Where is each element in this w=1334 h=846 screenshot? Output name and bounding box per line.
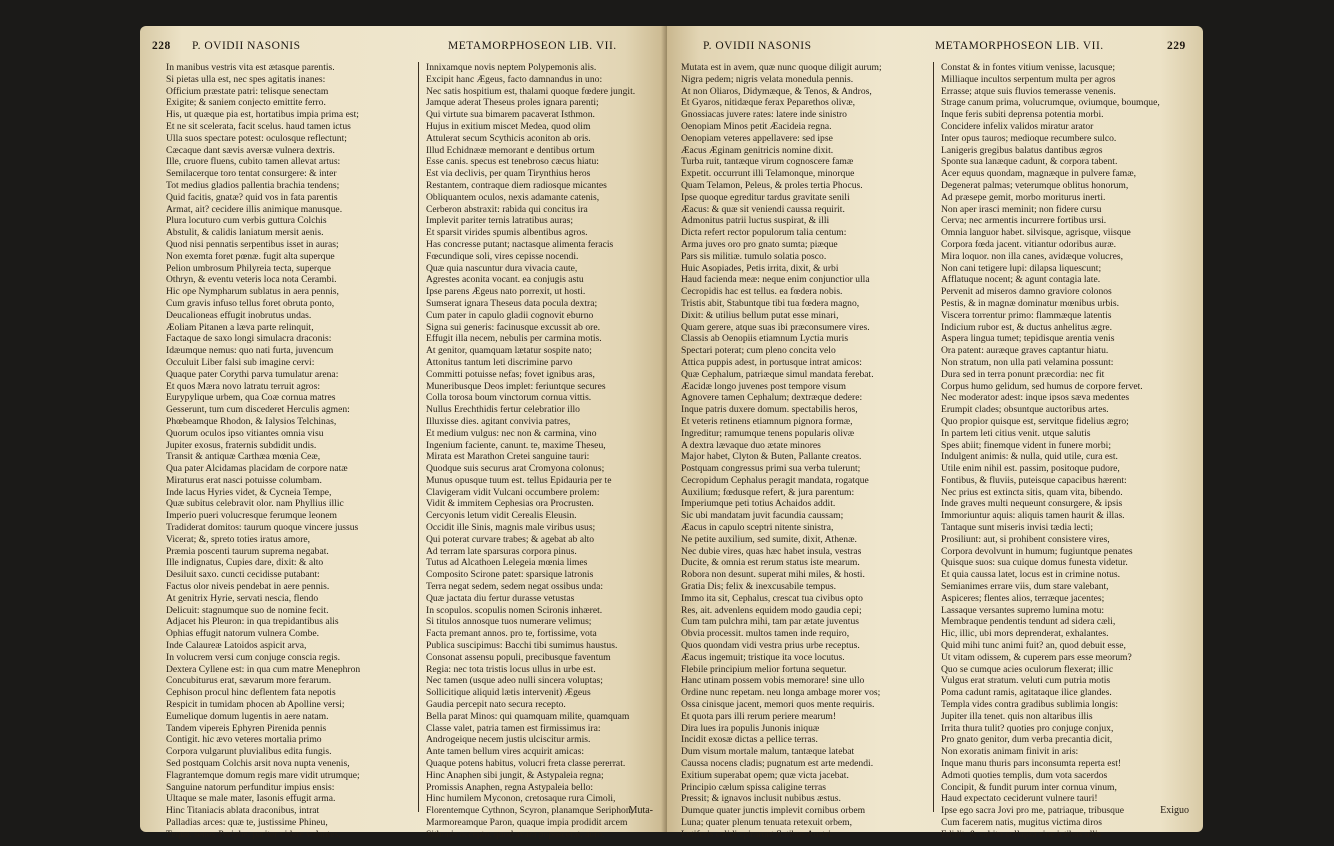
verse-line: Et quia caussa latet, locus est in crimine notus.	[941, 569, 1121, 581]
verse-line: Eumelique domum lugentis in aere natam.	[166, 710, 329, 722]
verse-line: Admonitus patrii luctus suspirat, & illi	[681, 215, 830, 227]
verse-line: Inde graves multi nequeunt consurgere, & ipsis	[941, 498, 1123, 510]
verse-line: Et Gyaros, nitidæque ferax Peparethos olivæ,	[681, 97, 855, 109]
verse-line: Munus opusque tuum est. tellus Epidauria per te	[426, 474, 612, 486]
verse-line: Qui virtute sua bimarem pacaverat Isthmon.	[426, 109, 595, 121]
verse-line: Membraque pendentis tendunt ad sidera cæli,	[941, 616, 1116, 628]
verse-line: Tristis abit, Stabuntque tibi tua fœdera magno,	[681, 297, 860, 309]
verse-line: Non exoratis animam finivit in aris:	[941, 746, 1079, 758]
verse-line: Tot medius gladios pallentia brachia tendens;	[166, 179, 340, 191]
verse-line: Quid mihi tunc animi fuit? an, quod debuit esse,	[941, 640, 1126, 652]
verse-line: Phœbeamque Rhodon, & Ialysios Telchinas,	[166, 415, 337, 427]
verse-line: Occidit ille Sinis, magnis male viribus usus;	[426, 522, 596, 534]
verse-line: Postquam congressus primi sua verba tulerunt;	[681, 463, 861, 475]
verse-line: Non aper irasci meminit; non fidere cursu	[941, 203, 1102, 215]
verse-line: Sithonis accepto, quod avara poposcerat, auro.	[426, 828, 605, 840]
verse-line: Dextera Cyllene est: in qua cum matre Menephron	[166, 663, 361, 675]
verse-line: Inque feris subiti deprensa potentia morbi.	[941, 109, 1104, 121]
verse-line: Quaque potens habitus, volucri freta classe pererrat.	[426, 758, 626, 770]
verse-line: Adjacet his Pleuron: in qua trepidantibus alis	[166, 616, 339, 628]
verse-line: Cerva; nec armentis incurrere fortibus ursi.	[941, 215, 1107, 227]
verse-line: Fontibus, & fluviis, puteisque capacibus hærent:	[941, 474, 1127, 486]
verse-line: His, ut quæque pia est, hortatibus impia prima est;	[166, 109, 359, 121]
verse-line: Lanigeris gregibus balatus dantibus ægros	[941, 144, 1103, 156]
verse-line: Admoti quoties templis, dum vota sacerdos	[941, 769, 1108, 781]
verse-line: Desiluit saxo. cuncti cecidisse putabant:	[166, 569, 320, 581]
verse-line: Hanc utinam possem vobis memorare! sine ullo	[681, 675, 865, 687]
verse-line: Delicuit: stagnumque suo de nomine fecit.	[166, 604, 329, 616]
verse-line: Obvia processit. multos tamen inde requiro,	[681, 628, 850, 640]
verse-line: Ante tamen bellum vires acquirit amicas:	[426, 746, 584, 758]
verse-line: Res, ait. advenlens equidem modo gaudia cepi;	[681, 604, 862, 616]
verse-line: Cercyonis letum vidit Cerealis Eleusin.	[426, 510, 577, 522]
verse-line: Cephison procul hinc deflentem fata nepotis	[166, 687, 336, 699]
verse-line: Teque, senex Periphe, pariter videre volantes,	[166, 828, 341, 840]
verse-line: Respicit in tumidam phocen ab Apolline versi;	[166, 699, 345, 711]
verse-line: Restantem, contraque diem radiosque micantes	[426, 179, 607, 191]
verse-line: Dura sed in terra ponunt præcordia: nec fit	[941, 368, 1105, 380]
verse-line: Incidit exosæ dictas a pellice terras.	[681, 734, 818, 746]
verse-line: Agrestes aconita vocant. ea conjugis astu	[426, 274, 584, 286]
verse-line: Expetit. occurrunt illi Telamonque, minorque	[681, 168, 855, 180]
verse-line: Quid facitis, gnatæ? quid vos in fata parentis	[166, 191, 338, 203]
verse-line: Luna; quater plenum tenuata retexuit orbem,	[681, 817, 853, 828]
verse-line: Plura locuturo cum verbis guttura Colchis	[166, 215, 327, 227]
verse-line: Quo se cumque acies oculorum flexerat; illic	[941, 663, 1114, 675]
verse-line: In scopulos. scopulis nomen Scironis inhæret.	[426, 604, 603, 616]
left-running-title-book: METAMORPHOSEON LIB. VII.	[448, 40, 617, 52]
verse-line: Has concresse putant; nactasque alimenta feracis	[426, 238, 614, 250]
verse-line: Robora non desunt. superat mihi miles, & hosti.	[681, 569, 865, 581]
verse-line: Signa sui generis: facinusque excussit ab ore.	[426, 321, 600, 333]
verse-line: Armat, ait? cecidere illis animique manusque.	[166, 203, 343, 215]
verse-line: Ossa cinisque jacent, memori quos mente requiris.	[681, 699, 875, 711]
verse-line: Transit & antiquæ Carthæa mœnia Ceæ,	[166, 451, 321, 463]
verse-line: Milliaque incultos serpentum multa per agros	[941, 73, 1116, 85]
verse-line: Attulerat secum Scythicis aconiton ab oris.	[426, 132, 591, 144]
verse-line: Nec moderator adest: inque ipsos sæva medentes	[941, 392, 1130, 404]
verse-line: Dira lues ira populis Junonis iniquæ	[681, 722, 820, 734]
verse-line: Quæ quia nascuntur dura vivacia caute,	[426, 262, 578, 274]
right-catchword: Exiguo	[1160, 805, 1189, 816]
verse-line: Consonat assensu populi, precibusque faventum	[426, 651, 611, 663]
verse-line: Constat & in fontes vitium venisse, lacusque;	[941, 62, 1115, 73]
verse-line: Quod nisi pennatis serpentibus isset in auras;	[166, 238, 339, 250]
verse-line: Quodque suis securus arat Cromyona colonus;	[426, 463, 605, 475]
verse-line: Major habet, Clyton & Buten, Pallante creatos.	[681, 451, 862, 463]
verse-line: Arma juves oro pro gnato sumta; piæque	[681, 238, 838, 250]
verse-line: Immo ita sit, Cephalus, crescat tua civibus opto	[681, 592, 863, 604]
verse-line: Nec tamen (usque adeo nulli sincera voluptas;	[426, 675, 603, 687]
verse-line: Facta premant annos. pro te, fortissime, vota	[426, 628, 597, 640]
verse-line: Concubiturus erat, sævarum more ferarum.	[166, 675, 332, 687]
right-running-title-book: METAMORPHOSEON LIB. VII.	[935, 40, 1104, 52]
verse-line: Cum pater in capulo gladii cognovit eburno	[426, 309, 594, 321]
verse-line: Nec satis hospitium est, thalami quoque fœdere jungit.	[426, 85, 636, 97]
verse-line: Androgeique necem justis ulciscitur armis.	[426, 734, 591, 746]
verse-line: Non cani tetigere lupi: dilapsa liquescunt;	[941, 262, 1102, 274]
verse-line: Sanguine natorum perfunditur impius ensis:	[166, 781, 335, 793]
verse-line: Tandem vipereis Ephyren Pirenida pennis	[166, 722, 327, 734]
verse-line: Eurypylique urbem, qua Coæ cornua matres	[166, 392, 336, 404]
verse-line: Quæ subitus celebravit olor. nam Phyllius illic	[166, 498, 344, 510]
verse-line: Ducite, & omnia est rerum status iste mearum.	[681, 557, 860, 569]
verse-line: Obliquantem oculos, nexis adamante catenis,	[426, 191, 600, 203]
verse-line: Dum visum mortale malum, tantæque latebat	[681, 746, 855, 758]
verse-line: Tantaque sunt miseris invisi tædia lecti;	[941, 522, 1094, 534]
right-column-rule	[933, 62, 934, 812]
verse-line: Sponte sua lanæque cadunt, & corpora tabent.	[941, 156, 1118, 168]
verse-line: Colla torosa boum vinctorum cornua vittis.	[426, 392, 592, 404]
verse-line: Mira loquor. non illa canes, avidæque volucres,	[941, 250, 1123, 262]
verse-line: Promissis Anaphen, regna Astypaleia bello:	[426, 781, 594, 793]
verse-line: Æacus Æginam genitricis nomine dixit.	[681, 144, 834, 156]
verse-line: Edidit: & subito collapsa sine ictibus ullis	[941, 828, 1102, 840]
verse-line: Hic, illic, ubi mors deprenderat, exhalantes.	[941, 628, 1109, 640]
verse-line: A dextra lævaque duo ætate minores	[681, 439, 821, 451]
verse-line: Concidere infelix validos miratur arator	[941, 120, 1094, 132]
verse-line: Composito Scirone patet: sparsique latronis	[426, 569, 594, 581]
verse-line: Inter opus tauros; medioque recumbere sulco.	[941, 132, 1117, 144]
verse-line: Ut vitam odissem, & cuperem pars esse meorum?	[941, 651, 1132, 663]
verse-line: Effugit illa necem, nebulis per carmina motis.	[426, 333, 602, 345]
verse-line: Omnia languor habet. silvisque, agrisque, viisque	[941, 227, 1131, 239]
verse-line: Ora patent: auræque graves captantur hiatu.	[941, 345, 1109, 357]
left-page-number: 228	[152, 40, 171, 52]
verse-line: Cecropidum Cephalus peragit mandata, rogatque	[681, 474, 869, 486]
verse-line: Jamque aderat Theseus proles ignara parenti;	[426, 97, 599, 109]
verse-line: Aspiceres; flentes alios, terræque jacentes;	[941, 592, 1105, 604]
verse-line: Nigra pedem; nigris velata monedula pennis.	[681, 73, 854, 85]
verse-line: Templa vides contra gradibus sublimia longis:	[941, 699, 1119, 711]
right-column-1	[681, 62, 927, 841]
verse-line: Quam Telamon, Peleus, & proles tertia Phocus.	[681, 179, 863, 191]
verse-line: Exitium superabat opem; quæ victa jacebat.	[681, 769, 849, 781]
verse-line: Miraturus erat nasci potuisse columbam.	[166, 474, 322, 486]
verse-line: Tradiderat domitos: taurum quoque vincere jussus	[166, 522, 359, 534]
verse-line: Semilacerque toro tentat consurgere: & inter	[166, 168, 337, 180]
verse-line: Æacidæ longo juvenes post tempore visum	[681, 380, 846, 392]
verse-line: Irrita thura tulit? quoties pro conjuge conjux,	[941, 722, 1114, 734]
verse-line: Flagrantemque domum regis mare vidit utrumque;	[166, 769, 360, 781]
left-running-title: P. OVIDII NASONIS	[192, 40, 301, 52]
verse-line: Dixit: & utilius bellum putat esse minari,	[681, 309, 839, 321]
verse-line: Muneribusque Deos implet: feriuntque secures	[426, 380, 606, 392]
verse-line: Cerberon abstraxit: rabida qui concitus ira	[426, 203, 588, 215]
verse-line: Cum tam pulchra mihi, tam par ætate juventus	[681, 616, 859, 628]
verse-line: In partem leti citius venit. utque salutis	[941, 427, 1091, 439]
verse-line: Dicta refert rector populorum talia centum:	[681, 227, 847, 239]
verse-line: Esse canis. specus est tenebroso cæcus hiatu:	[426, 156, 599, 168]
verse-line: Marmoreamque Paron, quaque impia prodidit arcem	[426, 817, 628, 828]
verse-line: Et quota pars illi rerum periere mearum!	[681, 710, 837, 722]
verse-line: Abstulit, & calidis laniatum mersit aenis.	[166, 227, 324, 239]
verse-line: Idæumque nemus: quo nati furta, juvencum	[166, 345, 334, 357]
verse-line: Illud Echidnææ memorant e dentibus ortum	[426, 144, 595, 156]
verse-line: Ingreditur; ramumque tenens popularis olivæ	[681, 427, 855, 439]
verse-line: Turba ruit, tantæque virum cognoscere famæ	[681, 156, 854, 168]
verse-line: In manibus vestris vita est ætasque parentis.	[166, 62, 335, 73]
verse-line: Si pietas ulla est, nec spes agitatis inanes:	[166, 73, 326, 85]
verse-line: Cum gravis infuso tellus foret obruta ponto,	[166, 297, 335, 309]
verse-line: Tutus ad Alcathoen Lelegeia mœnia limes	[426, 557, 588, 569]
verse-line: Ipse quoque egreditur tardus gravitate senili	[681, 191, 850, 203]
verse-line: Flebile principium melior fortuna sequetur.	[681, 663, 847, 675]
verse-line: Bella parat Minos: qui quamquam milite, quamquam	[426, 710, 630, 722]
verse-line: Illuxisse dies. agitant convivia patres,	[426, 415, 571, 427]
verse-line: Præmia poscenti taurum suprema negabat.	[166, 545, 329, 557]
verse-line: Committi potuisse nefas; fovet ignibus aras,	[426, 368, 595, 380]
verse-line: Classis ab Oenopiis etiamnum Lyctia muris	[681, 333, 849, 345]
left-column-1	[166, 62, 412, 841]
verse-line: Et medium vulgus: nec non & carmina, vino	[426, 427, 597, 439]
right-page-number: 229	[1167, 40, 1186, 52]
verse-line: Haud facienda meæ: neque enim conjunctior ulla	[681, 274, 870, 286]
left-column-2	[426, 62, 658, 841]
verse-line: Agnovere tamen Cephalum; dextræque dedere:	[681, 392, 863, 404]
verse-line: Caussa nocens cladis; pugnatum est arte medendi.	[681, 758, 874, 770]
verse-line: Pressit; & ignavos inclusit nubibus æstus.	[681, 793, 841, 805]
verse-line: Corpora fœda jacent. vitiantur odoribus auræ.	[941, 238, 1117, 250]
verse-line: Quæ Cephalum, patriæque simul mandata ferebat.	[681, 368, 874, 380]
verse-line: Pervenit ad miseros damno graviore colonos	[941, 286, 1112, 298]
verse-line: Oenopiam veteres appellavere: sed ipse	[681, 132, 833, 144]
verse-line: At non Oliaros, Didymæque, & Tenos, & Andros,	[681, 85, 872, 97]
verse-line: Gnossiacas juvere rates: latere inde sinistro	[681, 109, 847, 121]
left-catchword: Muta-	[628, 805, 653, 816]
verse-line: Cum facerem natis, mugitus victima diros	[941, 817, 1102, 828]
verse-line: Fœcundique soli, vires cepisse nocendi.	[426, 250, 579, 262]
verse-line: Utile enim nihil est. passim, positoque pudore,	[941, 463, 1120, 475]
verse-line: Pars sis militiæ. tumulo solatia posco.	[681, 250, 827, 262]
verse-line: Ille, cruore fluens, cubito tamen allevat artus:	[166, 156, 341, 168]
verse-line: Quorum oculos ipso vitiantes omnia visu	[166, 427, 324, 439]
verse-line: Si titulos annosque tuos numerare velimus;	[426, 616, 592, 628]
verse-line: Classe valet, patria tamen est firmissimus ira:	[426, 722, 601, 734]
verse-line: Occuluit Liber falsi sub imagine cervi:	[166, 356, 315, 368]
right-running-title: P. OVIDII NASONIS	[703, 40, 812, 52]
verse-line: Quisque suos: sua cuique domus funesta videtur.	[941, 557, 1128, 569]
right-column-2	[941, 62, 1187, 841]
verse-line: Ordine nunc repetam. neu longa ambage morer vos;	[681, 687, 881, 699]
verse-line: Ne petite auxilium, sed sumite, dixit, Athenæ.	[681, 533, 857, 545]
verse-line: Indulgent animis: & nulla, quid utile, cura est.	[941, 451, 1118, 463]
verse-line: Regia: nec tota tristis locus ullus in urbe est.	[426, 663, 596, 675]
verse-line: Innixamque novis neptem Polypemonis alis.	[426, 62, 597, 73]
left-column-rule	[418, 62, 419, 812]
verse-line: Factaque de saxo longi simulacra draconis:	[166, 333, 332, 345]
verse-line: Est via declivis, per quam Tirynthius heros	[426, 168, 591, 180]
verse-line: Nullus Erechthidis fertur celebratior illo	[426, 404, 580, 416]
verse-line: Dumque quater junctis implevit cornibus orbem	[681, 805, 866, 817]
verse-line: Sollicitique aliquid lætis intervenit) Ægeus	[426, 687, 591, 699]
verse-line: Terra negat sedem, sedem negat ossibus unda:	[426, 581, 604, 593]
verse-line: Letiferis calidi spirarunt flatibus Austri.	[681, 828, 834, 840]
verse-line: Non exemta foret pœnæ. fugit alta superque	[166, 250, 335, 262]
verse-line: Sed postquam Colchis arsit nova nupta venenis,	[166, 758, 350, 770]
verse-line: Implevit pariter ternis latratibus auras;	[426, 215, 574, 227]
verse-line: Ad præsepe gemit, morbo moriturus inerti.	[941, 191, 1106, 203]
verse-line: Indicium rubor est, & ductus anhelitus ægre.	[941, 321, 1113, 333]
verse-line: Hic ope Nympharum sublatus in aera pennis,	[166, 286, 339, 298]
verse-line: Inque manu thuris pars inconsumta reperta est!	[941, 758, 1122, 770]
verse-line: Factus olor niveis pendebat in aere pennis.	[166, 581, 330, 593]
verse-line: Vicerat; &, spreto toties iratus amore,	[166, 533, 311, 545]
verse-line: Quam gerere, atque suas ibi præconsumere vires.	[681, 321, 870, 333]
verse-line: Vulgus erat stratum. veluti cum putria motis	[941, 675, 1111, 687]
verse-line: Spes abiit; finemque vident in funere morbi;	[941, 439, 1111, 451]
verse-line: Ulla suos spectare potest: oculosque reflectunt;	[166, 132, 347, 144]
verse-line: Et veteris retinens etiamnum pignora formæ,	[681, 415, 853, 427]
verse-line: Inque patris duxere domum. spectabilis heros,	[681, 404, 858, 416]
verse-line: Æacus in capulo sceptri nitente sinistra,	[681, 522, 834, 534]
verse-line: Acer equus quondam, magnæque in pulvere famæ,	[941, 168, 1137, 180]
verse-line: Corpora vulgarunt pluvialibus edita fungis.	[166, 746, 332, 758]
verse-line: Degenerat palmas; veterumque oblitus honorum,	[941, 179, 1129, 191]
verse-line: Jupiter exosus, fraternis subdidit undis.	[166, 439, 317, 451]
verse-line: Haud expectato ceciderunt vulnere tauri!	[941, 793, 1098, 805]
verse-line: Æacus: & quæ sit veniendi caussa requirit.	[681, 203, 845, 215]
verse-line: Et ne sit scelerata, facit scelus. haud tamen ictus	[166, 120, 351, 132]
verse-line: Huic Asopiades, Petis irrita, dixit, & urbi	[681, 262, 839, 274]
verse-line: Vidit & immitem Cephesias ora Procrusten.	[426, 498, 594, 510]
verse-line: Semianimes errare viis, dum stare valebant,	[941, 581, 1109, 593]
verse-line: Pelion umbrosum Philyreia tecta, superque	[166, 262, 331, 274]
verse-line: Concipit, & fundit purum inter cornua vinum,	[941, 781, 1117, 793]
verse-line: Erumpit clades; obsuntque auctoribus artes.	[941, 404, 1109, 416]
verse-line: Excipit hanc Ægeus, facto damnandus in uno:	[426, 73, 603, 85]
verse-line: Officium præstate patri: telisque senectam	[166, 85, 329, 97]
verse-line: Afflatuque nocent; & agunt contagia late.	[941, 274, 1101, 286]
verse-line: Ipse ego sacra Jovi pro me, patriaque, tribusque	[941, 805, 1125, 817]
verse-line: Qua pater Alcidamas placidam de corpore natæ	[166, 463, 348, 475]
verse-line: Othryn, & eventu veteris loca nota Cerambi.	[166, 274, 337, 286]
verse-line: Qui poterat curvare trabes; & agebat ab alto	[426, 533, 595, 545]
verse-line: Sic ubi mandatam juvit facundia caussam;	[681, 510, 844, 522]
verse-line: Oenopiam Minos petit Æacideia regna.	[681, 120, 832, 132]
verse-line: Hinc Titaniacis ablata draconibus, intrat	[166, 805, 320, 817]
verse-line: Ophias effugit natorum vulnera Combe.	[166, 628, 320, 640]
verse-line: Imperio pueri volucresque ferumque leonem	[166, 510, 338, 522]
right-page	[667, 26, 1203, 840]
verse-line: Hinc humilem Myconon, cretosaque rura Cimoli,	[426, 793, 616, 805]
verse-line: Inde Calaureæ Latoidos aspicit arva,	[166, 640, 307, 652]
verse-line: Clavigeram vidit Vulcani occumbere prolem:	[426, 486, 600, 498]
verse-line: Ipse parens Ægeus nato porrexit, ut hosti.	[426, 286, 586, 298]
verse-line: Florentemque Cythnon, Scyron, planamque Seriphon,	[426, 805, 634, 817]
verse-line: Publica suscipimus: Bacchi tibi sumimus haustus.	[426, 640, 618, 652]
verse-line: At genitrix Hyrie, servati nescia, flendo	[166, 592, 319, 604]
verse-line: Aspera lingua tumet; tepidisque arentia venis	[941, 333, 1115, 345]
verse-line: Sumserat ignara Theseus data pocula dextra;	[426, 297, 598, 309]
verse-line: Jupiter illa tenet. quis non altaribus illis	[941, 710, 1093, 722]
verse-line: Et sparsit virides spumis albentibus agros.	[426, 227, 588, 239]
verse-line: Principio cælum spissa caligine terras	[681, 781, 826, 793]
verse-line: Æoliam Pitanen a læva parte relinquit,	[166, 321, 314, 333]
verse-line: Lassaque versantes supremo lumina motu:	[941, 604, 1105, 616]
verse-line: Hujus in exitium miscet Medea, quod olim	[426, 120, 591, 132]
verse-line: Quaque pater Corythi parva tumulatur arena:	[166, 368, 339, 380]
verse-line: Pro gnato genitor, dum verba precantia dicit,	[941, 734, 1113, 746]
verse-line: Et quos Mæra novo latratu terruit agros:	[166, 380, 321, 392]
verse-line: Quæ jactata diu fertur durasse vetustas	[426, 592, 575, 604]
verse-line: Immoriuntur aquis: aliquis tamen haurit & illas.	[941, 510, 1125, 522]
verse-line: Palladias arces: quæ te, justissime Phineu,	[166, 817, 328, 828]
verse-line: Strage canum prima, volucrumque, oviumque, boumque,	[941, 97, 1160, 109]
verse-line: Cecropidis hac est tellus. ea fœdera nobis.	[681, 286, 843, 298]
verse-line: Cæcaque dant sævis aversæ vulnera dextris.	[166, 144, 335, 156]
verse-line: Ingenium faciente, canunt. te, maxime Theseu,	[426, 439, 606, 451]
verse-line: Exigite; & saniem conjecto emittite ferro.	[166, 97, 326, 109]
verse-line: Attonitus tantum leti discrimine parvo	[426, 356, 573, 368]
verse-line: Poma cadunt ramis, agitataque ilice glandes.	[941, 687, 1112, 699]
verse-line: At genitor, quamquam lætatur sospite nato;	[426, 345, 592, 357]
verse-line: Imperiumque peti totius Achaidos addit.	[681, 498, 836, 510]
verse-line: Hinc Anaphen sibi jungit, & Astypaleia regna;	[426, 769, 604, 781]
verse-line: In volucrem versi cum conjuge conscia regis.	[166, 651, 340, 663]
verse-line: Quos quondam vidi vestra prius urbe receptus.	[681, 640, 860, 652]
verse-line: Viscera torrentur primo: flammæque latentis	[941, 309, 1112, 321]
verse-line: Mutata est in avem, quæ nunc quoque diligit aurum;	[681, 62, 882, 73]
verse-line: Ille indignatus, Cupies dare, dixit: & alto	[166, 557, 324, 569]
verse-line: Nec prius est extincta sitis, quam vita, bibendo.	[941, 486, 1123, 498]
verse-line: Deucalioneas effugit inobrutus undas.	[166, 309, 312, 321]
verse-line: Inde lacus Hyries videt, & Cycneia Tempe,	[166, 486, 332, 498]
verse-line: Errasse; atque suis fluvios temerasse venenis.	[941, 85, 1116, 97]
verse-line: Æacus ingemuit; tristique ita voce locutus.	[681, 651, 845, 663]
verse-line: Gratia Dis; felix & inexcusabile tempus.	[681, 581, 837, 593]
verse-line: Attica puppis adest, in portusque intrat amicos:	[681, 356, 862, 368]
verse-line: Gesserunt, tum cum discederet Herculis agmen:	[166, 404, 350, 416]
verse-line: Non stratum, non ulla pati velamina possunt:	[941, 356, 1114, 368]
verse-line: Mirata est Marathon Cretei sanguine tauri:	[426, 451, 590, 463]
verse-line: Auxilium; fœdusque refert, & jura parentum:	[681, 486, 855, 498]
verse-line: Nec dubie vires, quas hæc habet insula, vestras	[681, 545, 862, 557]
verse-line: Ultaque se male mater, Iasonis effugit arma.	[166, 793, 336, 805]
verse-line: Gaudia percepit nato secura recepto.	[426, 699, 566, 711]
verse-line: Quo propior quisque est, servitque fidelius ægro;	[941, 415, 1129, 427]
verse-line: Contigit. hic ævo veteres mortalia primo	[166, 734, 322, 746]
verse-line: Corpus humo gelidum, sed humus de corpore fervet.	[941, 380, 1143, 392]
verse-line: Prosiliunt: aut, si prohibent consistere vires,	[941, 533, 1110, 545]
verse-line: Pestis, & in magnæ dominatur mœnibus urbis.	[941, 297, 1120, 309]
verse-line: Corpora devolvunt in humum; fugiuntque penates	[941, 545, 1133, 557]
verse-line: Spectari poterat; cum pleno concita velo	[681, 345, 836, 357]
verse-line: Ad terram late sparsuras corpora pinus.	[426, 545, 577, 557]
left-page	[140, 26, 667, 840]
